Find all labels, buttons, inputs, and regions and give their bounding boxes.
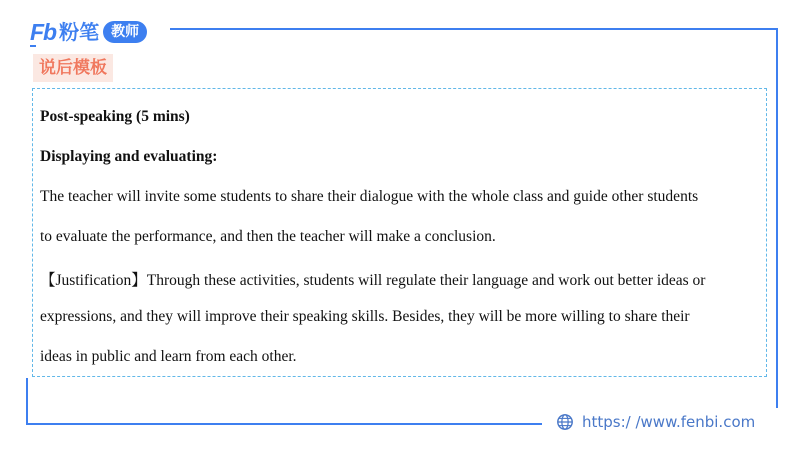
logo-mark: Fb: [30, 19, 57, 45]
content-heading: Post-speaking (5 mins): [40, 108, 190, 125]
frame-border-right: [776, 28, 778, 408]
paragraph-line: The teacher will invite some students to share their dialogue with the whole class and guide other students: [40, 188, 699, 205]
paragraph-line: ideas in public and learn from each other.: [40, 348, 297, 365]
footer-url[interactable]: https:/ /www.fenbi.com: [582, 413, 756, 431]
logo-badge: 教师: [103, 21, 147, 43]
paragraph-line: expressions, and they will improve their speaking skills. Besides, they will be more willing to share their: [40, 308, 690, 325]
footer-link[interactable]: [556, 410, 755, 434]
frame-border-left: [26, 378, 28, 425]
paragraph-line: to evaluate the performance, and then the teacher will make a conclusion.: [40, 228, 496, 245]
section-tag: 说后模板: [33, 54, 113, 82]
logo-name: 粉笔: [59, 20, 100, 44]
brand-logo: [30, 20, 147, 44]
paragraph-line: 【Justification】Through these activities, students will regulate their language and work out better ideas or: [40, 272, 706, 289]
frame-border-top: [170, 28, 778, 30]
content-subheading: Displaying and evaluating:: [40, 148, 218, 165]
globe-icon: [556, 413, 574, 431]
frame-border-bottom: [26, 423, 542, 425]
frame-border-top-left: [30, 45, 36, 47]
content-box: [32, 88, 767, 377]
